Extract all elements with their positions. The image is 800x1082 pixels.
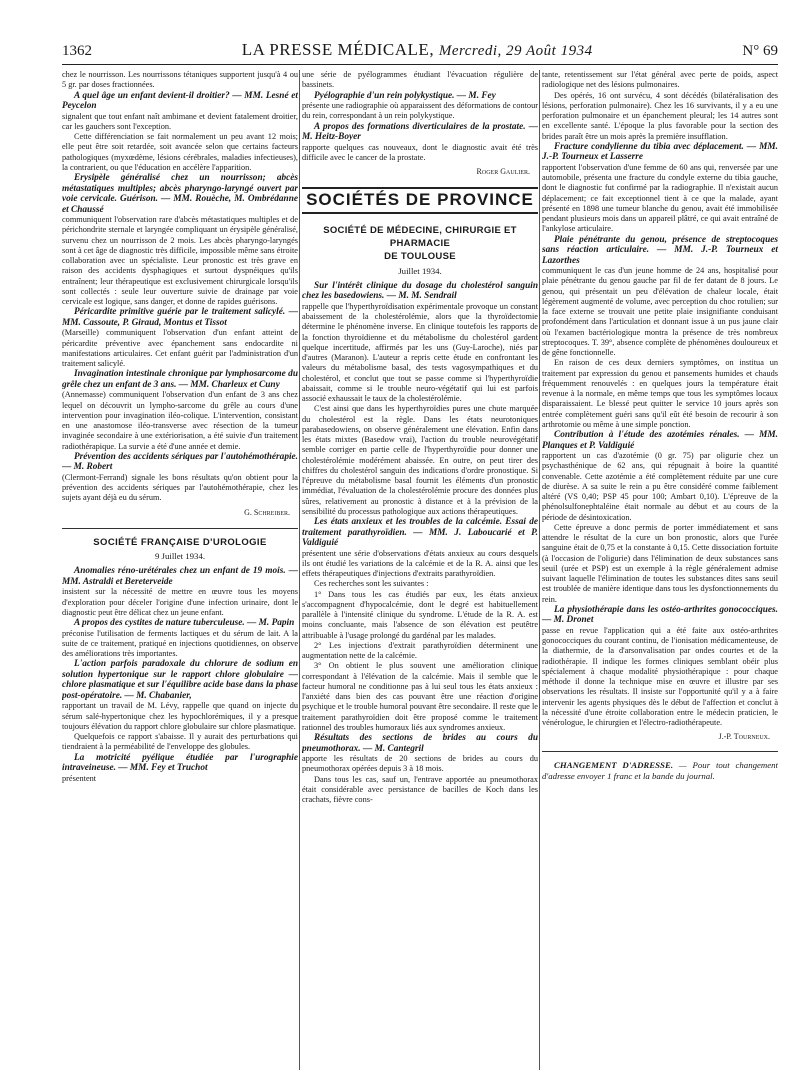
author-signature: Roger Gaulier.: [476, 167, 530, 176]
issue-date: Mercredi, 29 Août 1934: [438, 43, 593, 59]
section-divider: [542, 751, 778, 752]
change-of-address-notice: [542, 760, 778, 782]
paragraph: Des opérés, 16 ont survécu, 4 sont décédés (bilatéralisation des lésions, perforation pulmonaire). Chez les 16 survivants, il y a eu une perforation pulmonaire et un épanchement pleural; les 14 autres sont en excellente santé. L'époque la plus favorable pour la section des brides paraît être un mois après la première insufflation.: [542, 90, 778, 141]
paragraph: (Marseille) communiquent l'observation d'un enfant atteint de péricardite préventive avec épanchement sans endocardite ni manifestations articulaires. Cet enfant guérit par l'administration d'un traitement salicylé.: [62, 328, 298, 368]
paragraph: chez le nourrisson. Les nourrissons tétaniques supportent jusqu'à 4 ou 5 gr. par doses fractionnées.: [62, 70, 298, 90]
paragraph: Dans tous les cas, sauf un, l'entrave apportée au pneumothorax était considérable avec persistance de bacilles de Koch dans les crachats, fièvre cons-: [302, 774, 538, 804]
column-divider: [539, 70, 540, 1070]
article-heading: A propos des cystites de nature tuberculeuse. — M. Papin: [74, 618, 295, 628]
column-divider: [299, 70, 300, 1070]
article-heading: Sur l'intérêt clinique du dosage du cholestérol sanguin chez les basedowiens. — M. M. Sendrail: [302, 280, 538, 302]
article-heading: Erysipèle généralisé chez un nourrisson; abcès métastatiques multiples; abcès pharyngo-laryngé ouvert par voie cervicale. Guérison. — MM. Rouèche, M. Ombrédanne et Chaussé: [62, 173, 298, 215]
paragraph: Ces recherches sont les suivantes :: [314, 579, 429, 589]
journal-name: LA PRESSE MÉDICALE,: [241, 40, 435, 59]
paragraph: 3° On obtient le plus souvent une amélioration clinique correspondant à l'élévation de la calcémie. Mais il semble que le facteur humoral ne conditionne pas à lui seul tous les états anxieux : l'anxiété dans bien des cas pouvant être une réaction d'origine psychique et le trouble humoral pouvant être secondaire. Il reste que le traitement parathyroïdien doit être proposé comme le traitement rationnel des troubles humoraux liés aux syndromes anxieux.: [302, 661, 538, 732]
section-date: Juillet 1934.: [398, 265, 442, 276]
paragraph: présentent une série d'observations d'états anxieux au cours desquels ils ont étudié les variations de la calcémie et de la R. A. ainsi que les effets thérapeutiques d'injections d'extraits parathyroïdien.: [302, 548, 538, 578]
paragraph: une série de pyélogrammes étudiant l'évacuation régulière de bassinets.: [302, 70, 538, 90]
author-signature: J.-P. Tourneux.: [718, 732, 770, 742]
paragraph: rapporte quelques cas nouveaux, dont le diagnostic avait été très difficile avec le cancer de la prostate.: [302, 142, 538, 162]
paragraph: insistent sur la nécessité de mettre en œuvre tous les moyens d'exploration pour déceler l'origine d'une infection urinaire, dont le diagnostic peut être délicat chez un jeune enfant.: [62, 587, 298, 617]
section-date: 9 Juillet 1934.: [154, 551, 206, 561]
article-heading: Résultats des sections de brides au cours du pneumothorax. — M. Cantegril: [302, 733, 538, 754]
society-title-line-2: DE TOULOUSE: [384, 250, 456, 262]
paragraph: 2° Les injections d'extrait parathyroïdien déterminent une augmentation nette de la calcémie.: [302, 640, 538, 660]
article-heading: A propos des formations diverticulaires de la prostate. — M. Heitz-Boyer: [302, 121, 538, 142]
paragraph: Cette différenciation se fait normalement un peu avant 12 mois; elle peut être soit retardée, soit avancée selon que certains facteurs pathologiques (myxœdème, lésions cérébrales, maladies infectieuses), la contrarient, ou que l'éducation en accélère l'apparition.: [62, 132, 298, 172]
article-heading: A quel âge un enfant devient-il droitier? — MM. Lesné et Peycelon: [62, 90, 298, 111]
article-heading: La motricité pyélique étudiée par l'urographie intraveineuse. — MM. Fey et Truchot: [62, 752, 298, 773]
article-heading: Les états anxieux et les troubles de la calcémie. Essai de traitement parathyroïdien. — MM. J. Laboucarié et P. Valdiguié: [302, 517, 538, 548]
section-title: SOCIÉTÉ FRANÇAISE D'UROLOGIE: [62, 528, 298, 548]
article-heading: Invagination intestinale chronique par lymphosarcome du grêle chez un enfant de 3 ans. — MM. Charleux et Cuny: [62, 369, 298, 390]
paragraph: (Annemasse) communiquent l'observation d'un enfant de 3 ans chez lequel on découvrit un lympho-sarcome du grêle au cours d'une intervention pour invagination iléo-colique. L'intervention, consistant en une anastomose iléo-transverse avec résection de la tumeur invaginée secondaire à une extériorisation, a été suivie d'un traitement radiothérapique. La survie a été d'une année et demie.: [62, 390, 298, 451]
author-signature: G. Schreiber.: [244, 507, 290, 517]
notice-title: CHANGEMENT D'ADRESSE.: [554, 759, 674, 770]
page-header: [62, 40, 778, 62]
issue-number: N° 69: [742, 43, 778, 59]
article-heading: Plaie pénétrante du genou, présence de streptocoques sans réaction articulaire. — MM. J.-P. Tourneux et Lazorthes: [542, 234, 778, 266]
paragraph: C'est ainsi que dans les hyperthyroïdies pures une chute marquée du cholestérol est la règle. Dans les états neurotoniques parabasedowiens, on observe généralement une élévation. Enfin dans les états mixtes (Basedow vrai), l'action du trouble neurovégétatif semble corriger en partie celle de l'hyperthyroïdie pour donner une cholestérolémie modérément abaissée. En outre, on peut tirer des chiffres du cholestérol sanguin des indications d'ordre pronostique. Si l'épreuve du métabolisme basal fournit les éléments d'un pronostic immédiat, l'évaluation de la cholestérolémie procure des données plus sûres, relativement au pronostic à distance et à la prévision de la sensibilité du processus pathologique aux actions thérapeutiques.: [302, 404, 538, 516]
article-heading: La physiothérapie dans les ostéo-arthrites gonococciques. — M. Dronet: [542, 604, 778, 626]
paragraph: 1° Dans tous les cas étudiés par eux, les états anxieux s'accompagnent d'hypocalcémie, dont le degré est habituellement parallèle à l'intensité clinique du syndrome. L'étude de la R. A. est moins concluante, mais l'absence de son élévation est peutêtre attribuable à l'usage prolongé du gardénal par les malades.: [302, 589, 538, 640]
paragraph: communiquent l'observation rare d'abcès métastatiques multiples et de périchondrite sternale et laryngée compliquant un érysipèle généralisé, survenu chez un nourrisson de 2 mois. Les abcès pharyngo-laryngés sont à cet âge de diagnostic très difficile, impossible même sans étroite collaboration avec un spécialiste. Leur pronostic est très grave en raison des accidents dysphagiques et surtout dyspnéiques qu'ils entraînent; leur thérapeutique est exclusivement chirurgicale lorsqu'ils sont collectés : seule leur ouverture suivie de drainage par voie cervicale est logique, sans danger, et donne de rapides guérisons.: [62, 215, 298, 306]
paragraph: signalent que tout enfant naît ambimane et devient fatalement droitier, car les gauchers sont l'exception.: [62, 111, 298, 131]
paragraph: Cette épreuve a donc permis de porter immédiatement et sans attendre le résultat de la cure un bon pronostic, alors que l'urée sanguine était de 0,75 et la constante à 0,15. Cette dissociation fortuite (à l'occasion de l'oligurie) dans l'élimination de deux substances sans seuil (urée et PSP) est un exemple à la règle généralement admise suivant laquelle l'élimination de toutes les substances dites sans seuil est troublée de manière identique dans tous les dysfonctionnements du rein.: [542, 522, 778, 604]
header-rule: [62, 64, 778, 65]
page-number: 1362: [62, 43, 92, 59]
column-1: [62, 70, 298, 1070]
article-heading: Pyélographie d'un rein polykystique. — M. Fey: [314, 90, 496, 101]
column-2: [302, 70, 538, 1070]
paragraph: rapportant un travail de M. Lévy, rappelle que quand on injecte du sérum salé-hypertonique chez les hypochlorémiques, il y a presque toujours élévation du rapport chlore globulaire sur chlore plasmatique.: [62, 701, 298, 731]
paragraph: rapportent l'observation d'une femme de 60 ans qui, renversée par une automobile, présenta une fracture du condyle externe du tibia gauche, dont le diagnostic fut confirmé par la radiographie. Il n'existait aucun déplacement; ce fait exceptionnel tient à ce que la malade, ayant présenté en 1898 une tumeur blanche du genou, avait été immobilisée pendant plusieurs mois dans un appareil plâtré, ce qui avait entraîné de l'ankylose articulaire.: [542, 162, 778, 234]
article-heading: Fracture condylienne du tibia avec déplacement. — MM. J.-P. Tourneux et Lasserre: [542, 141, 778, 163]
column-3: [542, 70, 778, 1070]
paragraph: présentent: [62, 773, 97, 783]
article-columns: [62, 70, 778, 1070]
article-heading: L'action parfois paradoxale du chlorure de sodium en solution hypertonique sur le rapport chlore globulaire — chlore plasmatique et sur l'équilibre acide base dans la phase post-opératoire. — M. Chabanier,: [62, 659, 298, 701]
paragraph: passe en revue l'application qui a été faite aux ostéo-arthrites gonococciques du courant continu, de l'ionisation médicamenteuse, de la diathermie, de la d'arsonvalisation par ondes courtes et de la radiothérapie. Il indique les formes cliniques semblant obéir plus spécialement à chaque modalité physiothérapique : pour chaque méthode il donne la technique mise en œuvre et illustre par ses observations les résultats. Il insiste sur l'opportunité qu'il y a à faire intervenir les agents physiques dès le début de l'affection et conclut à la nécessité d'une étroite collaboration entre le médecin praticien, le vénérologue, le chirurgien et l'électro-radiothérapeute.: [542, 625, 778, 727]
paragraph: rapportent un cas d'azotémie (0 gr. 75) par oligurie chez un psychasthénique de 62 ans, qui répugnait à boire la quantité convenable. Cette azotémie a été complètement réduite par une cure de diurèse. A sa suite le rein a pu être considéré comme faiblement altéré (VS 0,40; PSP 45 pour 100; Ambart 0,10). L'épreuve de la phénolsulfonephtaléine était normale au début et au cours de la période de désintoxication.: [542, 451, 778, 522]
paragraph: apporte les résultats de 20 sections de brides au cours du pneumothorax opérées depuis 3 à 18 mois.: [302, 754, 538, 774]
paragraph: communiquent le cas d'un jeune homme de 24 ans, hospitalisé pour plaie pénétrante du genou gauche par fil de fer datant de 8 jours. Le genou, qui présentait un peu d'élévation de chaleur locale, était légèrement augmenté de volume, avec perception du choc rotulien; sur la face externe se trouvait une petite plaie insignifiante conduisant profondément dans l'articulation et donnant issue à un pus jaune clair où l'examen bactériologique montra la présence de très nombreux streptocoques. T. 39°, absence complète de phénomènes douloureux et de gêne fonctionnelle.: [542, 266, 778, 357]
paragraph: Quelquefois ce rapport s'abaisse. Il y aurait des perturbations qui tiendraient à la perméabilité de l'enveloppe des globules.: [62, 732, 298, 752]
paragraph: présente une radiographie où apparaissent des déformations de contour du rein, correspondant à un rein polykystique.: [302, 101, 538, 121]
article-heading: Contribution à l'étude des azotémies rénales. — MM. Planques et P. Valdiguié: [542, 430, 778, 451]
paragraph: tante, retentissement sur l'état général avec perte de poids, aspect radiologique net des lésions pulmonaires.: [542, 70, 778, 90]
paragraph: préconise l'utilisation de ferments lactiques et du sérum de lait. A la suite de ce traitement, pratiqué en injections quotidiennes, on observe des améliorations très importantes.: [62, 628, 298, 658]
article-heading: Prévention des accidents sériques par l'autohémothérapie. — M. Robert: [62, 451, 298, 473]
paragraph: rappelle que l'hyperthyroïdisation expérimentale provoque un constant abaissement de la cholestérolémie, alors que la thyroïdectomie détermine le phénomène inverse. En clinique toutefois les rapports de la fonction thyroïdienne et du métabolisme du cholestérol gardent quelque incertitude, affirmés par les uns (Guy-Laroche), niés par d'autres (Maranon). L'auteur a repris cette étude en confrontant les valeurs du métabolisme basal, des tests vagosympathiques et du cholestérol, et conclut que tout se passe comme si l'hyperthyroïdie abaissait, comme si le trouble neuro-végétatif qui lui est parfois associé exhaussait le taux de la cholestérolémie.: [302, 301, 538, 403]
article-heading: Anomalies réno-urétérales chez un enfant de 19 mois. — MM. Astraldi et Bereterveide: [62, 566, 298, 587]
journal-title: [242, 40, 593, 60]
paragraph: En raison de ces deux derniers symptômes, on institua un traitement par expression du genou et pansements humides et chauds fréquemment renouvelés : en quelques jours la température était revenue à la normale, en même temps que tous les symptômes locaux disparaissaient. Le blessé peut quitter le service 10 jours après son entrée complètement guéri sans qu'il eût été besoin de recourir à son arthrotomie ou même à une simple ponction.: [542, 358, 778, 429]
society-title-line-1: SOCIÉTÉ DE MÉDECINE, CHIRURGIE ET PHARMACIE: [323, 224, 517, 249]
societes-banner: SOCIÉTÉS DE PROVINCE: [302, 187, 538, 213]
paragraph: (Clermont-Ferrand) signale les bons résultats qu'on obtient pour la prévention des accidents sériques par l'autohémothérapie, chez les sujets ayant déjà eu du sérum.: [62, 472, 298, 503]
article-heading: Péricardite primitive guérie par le traitement salicylé. — MM. Cassoute, P. Giraud, Montus et Tissot: [62, 307, 298, 328]
notice-text: — Pour tout changement d'adresse envoyer 1 franc et la bande du journal.: [542, 759, 778, 781]
